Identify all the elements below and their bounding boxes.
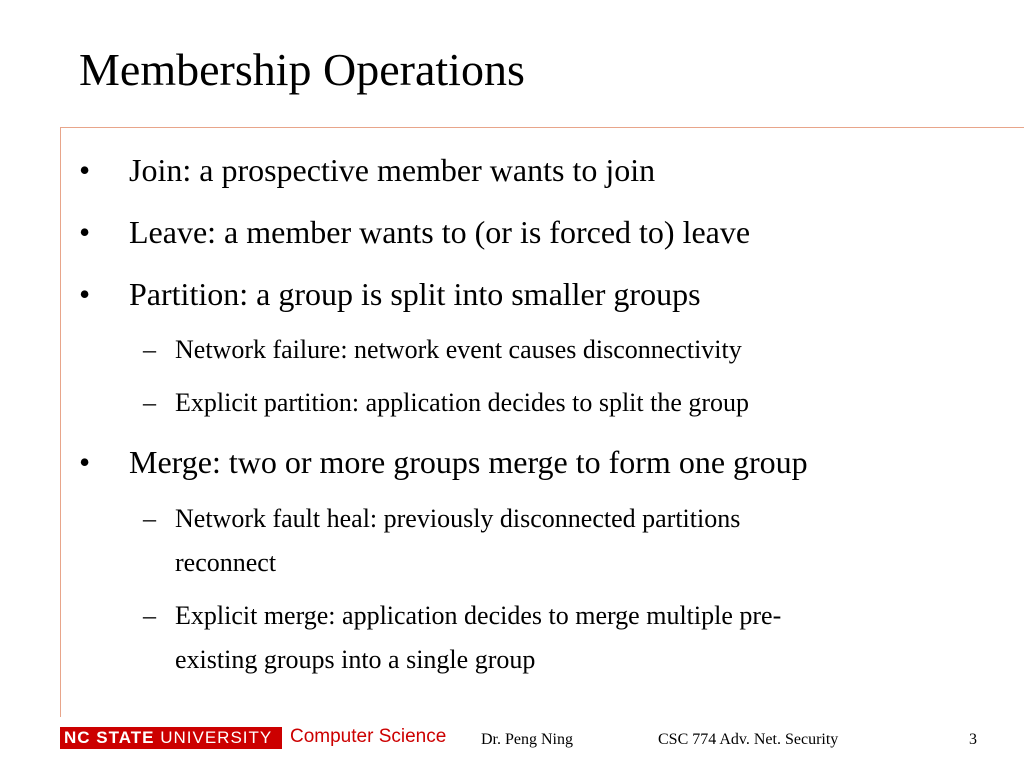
sub-bullet-text: Explicit partition: application decides to split the group	[175, 388, 750, 417]
sub-bullet-text: Network failure: network event causes disconnectivity	[175, 335, 742, 364]
bullet-marker: •	[79, 276, 91, 312]
sub-bullet-marker: –	[143, 388, 156, 417]
bullet-marker: •	[79, 214, 91, 250]
page-number: 3	[969, 731, 977, 748]
sub-bullet-marker: –	[143, 504, 156, 533]
slide-title: Membership Operations	[79, 44, 525, 95]
course-label: CSC 774 Adv. Net. Security	[658, 731, 839, 748]
sub-bullet-text-line-1: Explicit merge: application decides to merge multiple pre-	[175, 601, 782, 630]
bullet-text: Join: a prospective member wants to join	[129, 152, 656, 188]
ncsu-logo-thin: UNIVERSITY	[160, 728, 273, 747]
ncsu-logo-bold: NC STATE	[64, 728, 155, 747]
bullet-marker: •	[79, 152, 91, 188]
bullet-text: Merge: two or more groups merge to form one group	[129, 444, 808, 480]
author-label: Dr. Peng Ning	[481, 731, 573, 748]
bullet-text: Partition: a group is split into smaller groups	[129, 276, 701, 312]
sub-bullet-text-line-2: existing groups into a single group	[175, 645, 536, 674]
bullet-text: Leave: a member wants to (or is forced to) leave	[129, 214, 751, 250]
sub-bullet-marker: –	[143, 601, 156, 630]
sub-bullet-text-line-2: reconnect	[175, 548, 277, 577]
department-label: Computer Science	[290, 726, 447, 747]
ncsu-logo	[60, 727, 282, 749]
sub-bullet-text-line-1: Network fault heal: previously disconnected partitions	[175, 504, 741, 533]
sub-bullet-marker: –	[143, 335, 156, 364]
slide-footer	[0, 722, 1024, 762]
bullet-marker: •	[79, 444, 91, 480]
